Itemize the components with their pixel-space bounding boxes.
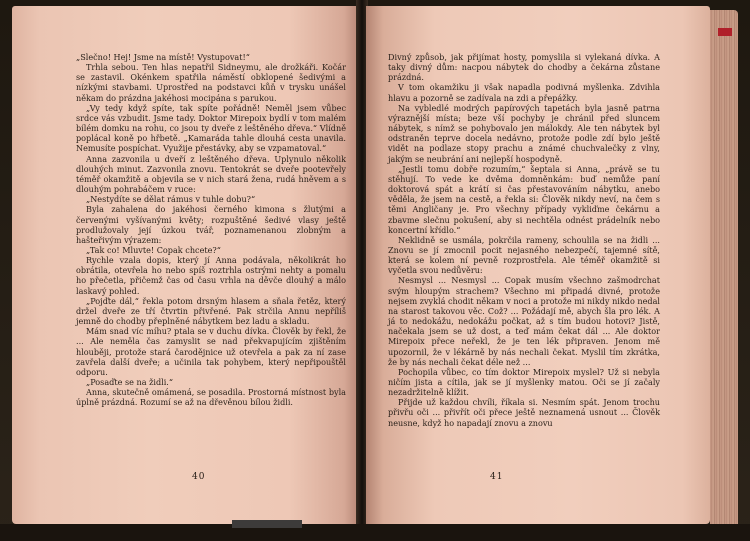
paragraph: V tom okamžiku ji však napadla podivná myšlenka. Zdvihla hlavu a pozorně se zadívala na zdi a přepážky. xyxy=(388,82,660,103)
page-number-right: 41 xyxy=(490,472,504,482)
left-page-text xyxy=(76,52,346,407)
paragraph: Anna, skutečně omámená, se posadila. Prostorná místnost byla úplně prázdná. Rozumí se až na dřevěnou bílou židli. xyxy=(76,387,346,408)
paragraph: Rychle vzala dopis, který jí Anna podávala, několikrát ho obrátila, otevřela ho nebo spíš roztrhla ostrými nehty a pomalu ho přečetla, přičemž čas od času vrhla na děvče dlouhý a málo laskavý pohled. xyxy=(76,255,346,296)
bookmark-ribbon xyxy=(718,28,732,36)
paragraph: „Jestli tomu dobře rozumím,“ šeptala si Anna, „právě se tu stěhují. To vede ke dvěma domněnkám: buď nemůže paní doktorová spát a krátí si čas přestavováním nábytku, anebo věděla, že jsem na cestě, a řekla si: Člověk nikdy neví, na čem s těmi Angličany je. Pro všechny případy vykliďme čekárnu a zbavme slečnu pokušení, aby si nechtěla odnést prádelník nebo koncertní křídlo.“ xyxy=(388,163,660,235)
paragraph: Přijde už každou chvíli, říkala si. Nesmím spát. Jenom trochu přivřu oči ... přivřít oči přece ještě neznamená usnout ... Člověk neusne, když ho napadají znovu a znovu xyxy=(388,397,660,428)
paragraph: Pochopila vůbec, co tím doktor Mirepoix myslel? Už si nebyla ničím jista a cítila, jak se jí myšlenky matou. Oči se jí začaly nezadržitelně klížit. xyxy=(388,366,660,398)
left-page xyxy=(12,6,358,524)
paragraph: Na vybledlé modrých papírových tapetách byla jasně patrna výraznější místa; beze vší pochyby je chránil před sluncem nábytek, s nímž se pohybovalo jen málokdy. Ale ten nábytek byl odstraněn teprve docela nedávno, protože podle zdí bylo ještě vidět na podlaze stopy prachu a známé chuchvalečky z vlny, jakým se neubrání ani nejlepší hospodyně. xyxy=(388,102,660,164)
paragraph: Nesmysl ... Nesmysl ... Copak musím všechno zašmodrchat svým hloupým strachem? Všechno mi připadá divné, protože nejsem zvyklá chodit někam v noci a protože mi nikdy nikdo nedal na starost takovou věc. Což? ... Požádají mě, abych šla pro lék. A já to nedokážu, nedokážu počkat, až s tím budou hotovi? Jistě, načekala jsem se už dost, a teď mám čekat dál ... Ale doktor Mirepoix přece neřekl, že je ten lék připraven. Jenom mě upozornil, že v lékárně by nás nechali čekat. Myslil tím zkrátka, že by nás nechali čekat déle než ... xyxy=(388,275,660,367)
page-number-left: 40 xyxy=(192,472,206,482)
paragraph: „Vy tedy když spíte, tak spíte pořádně! Neměl jsem vůbec srdce vás vzbudit. Jsme tady. Doktor Mirepoix bydlí v tom malém bílém domku na rohu, co jsou ty dveře z leštěného dřeva.“ Vlídně poplácal koně po hřbetě. „Kamaráda tahle dlouhá cesta unavila. Nemusíte pospíchat. Využije přestávky, aby se vzpamatoval.“ xyxy=(76,102,346,154)
paragraph: Divný způsob, jak přijímat hosty, pomyslila si vylekaná dívka. A taky divný dům: nacpou nábytek do chodby a čekárna zůstane prázdná. xyxy=(388,52,660,83)
paragraph: Neklidně se usmála, pokrčila rameny, schoulila se na židli ... Znovu se jí zmocnil pocit nejasného nebezpečí, tajemné sítě, která se kolem ní pevně rozprostřela. Ale téměř okamžitě si vyčetla svou nedůvěru: xyxy=(388,234,660,276)
paragraph: Mám snad víc míhu? ptala se v duchu dívka. Člověk by řekl, že ... Ale neměla čas zamyslit se nad překvapujícím zjištěním hlouběji, protože stará čarodějnice už otevřela a pak za ní zase zavřela další dveře; a učinila tak pohybem, který nepřipouštěl odporu. xyxy=(76,326,346,377)
bookmark-tab xyxy=(232,520,302,528)
paragraph: „Pojďte dál,“ řekla potom drsným hlasem a sňala řetěz, který držel dveře ze tří čtvrtin přivřené. Pak strčila Annu nepříliš jemně do chodby přeplněné nábytkem bez ladu a skladu. xyxy=(76,295,346,327)
paragraph: „Nestydíte se dělat rámus v tuhle dobu?“ xyxy=(86,194,256,205)
right-page-text xyxy=(388,52,660,428)
paragraph: „Posaďte se na židli.“ xyxy=(86,377,174,387)
paragraph: Byla zahalena do jakéhosi černého kimona s žlutými a červenými vyšívanými květy; rozpuštěné šedivé vlasy ještě prodlužovaly její úzkou tvář, poznamenanou zlobným a hašteřivým výrazem: xyxy=(76,204,346,245)
page-edges xyxy=(710,10,738,530)
paragraph: Trhla sebou. Ten hlas nepatřil Sidneymu, ale drožkáři. Kočár se zastavil. Okénkem spatřila náměstí obklopené šedivými a nízkými stavbami. Uprostřed na podstavci kůň v trysku unášel někam do prázdna jakéhosi mocipána s parukou. xyxy=(76,62,346,103)
right-page xyxy=(366,6,710,524)
paragraph: „Tak co! Mluvte! Copak chcete?“ xyxy=(86,244,221,255)
paragraph: „Slečno! Hej! Jsme na místě! Vystupovat!“ xyxy=(76,52,250,62)
paragraph: Anna zazvonila u dveří z leštěného dřeva. Uplynulo několik dlouhých minut. Zazvonila znovu. Tentokrát se dveře pootevřely téměř okamžitě a objevila se v nich stará žena, rudá hněvem a s dlouhým pohrabáčem v ruce: xyxy=(76,153,346,195)
background-surface xyxy=(0,524,750,541)
